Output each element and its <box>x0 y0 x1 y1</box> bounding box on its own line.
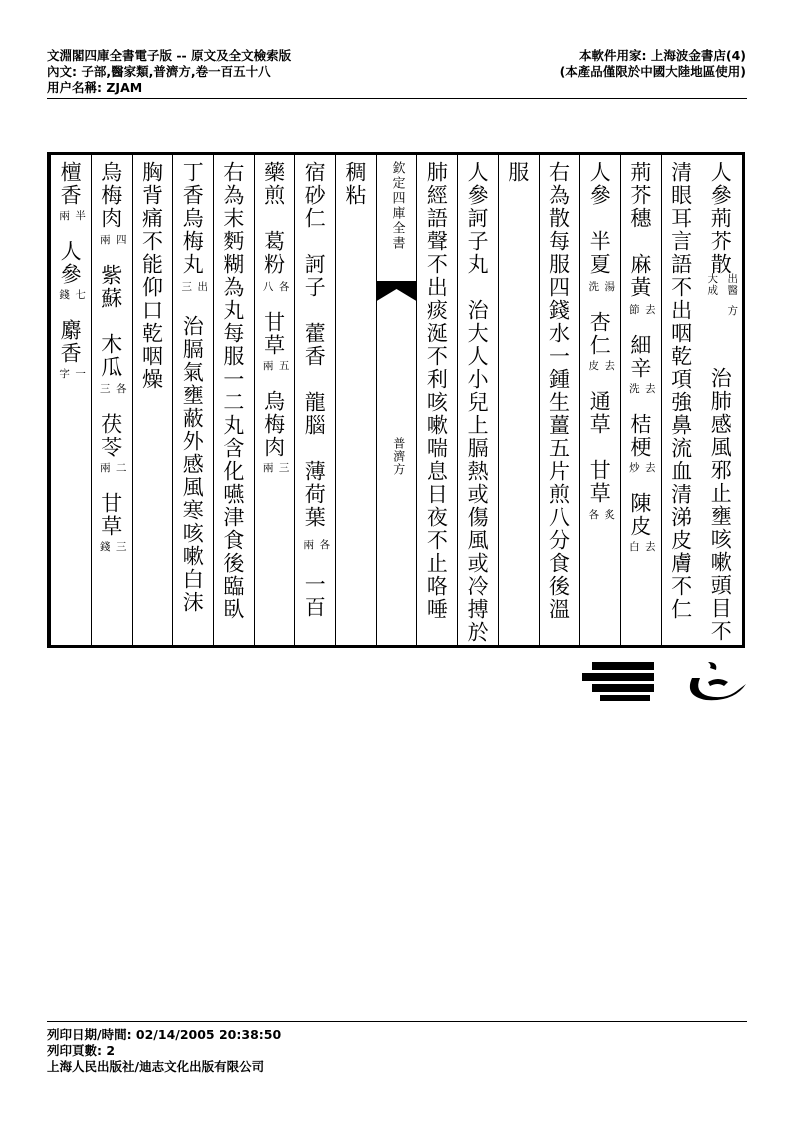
column-text: 通草 甘草 <box>587 389 612 505</box>
publisher-seal-icon <box>580 656 750 706</box>
text-column <box>172 155 213 645</box>
column-text: 治膈氣壅蔽外感風寒咳嗽白沫 <box>180 314 205 614</box>
print-page-count: 列印頁數: 2 <box>47 1043 116 1058</box>
text-column <box>91 155 132 645</box>
annotation-note: 兩 <box>261 462 274 474</box>
column-text: 右為散每服四錢水一鍾生薑五片煎八分食後溫 <box>546 161 571 621</box>
column-text: 治肺感風邪止壅咳嗽頭目不 <box>708 367 733 643</box>
footer-divider <box>47 1021 747 1022</box>
fishtail-mark <box>377 281 417 301</box>
annotation-note: 各 <box>318 539 331 551</box>
header-divider <box>47 98 747 99</box>
text-column <box>254 155 295 645</box>
annotation-note: 八 <box>261 280 274 292</box>
column-text: 服 <box>505 161 530 184</box>
annotation-note: 三 <box>114 541 127 553</box>
annotation-note: 兩 <box>98 462 111 474</box>
annotation-note: 兩 <box>261 359 274 371</box>
column-text: 茯苓 <box>98 413 123 459</box>
running-title: 欽定四庫全書 <box>389 161 405 251</box>
print-datetime: 列印日期/時間: 02/14/2005 20:38:50 <box>47 1027 282 1042</box>
column-text: 烏梅肉 <box>98 161 123 230</box>
page-frame <box>47 152 745 648</box>
text-column <box>213 155 254 645</box>
annotation-note: 去 <box>643 541 656 553</box>
text-column <box>620 155 661 645</box>
region-notice: (本產品僅限於中國大陸地區使用) <box>559 64 746 79</box>
annotation-note: 各 <box>587 509 600 521</box>
annotation-note: 三 <box>180 280 193 292</box>
annotation-note: 去 <box>643 462 656 474</box>
licensee: 本軟件用家: 上海波金書店(4) <box>579 48 746 63</box>
annotation-note: 四 <box>114 233 127 245</box>
footer <box>47 1027 281 1075</box>
annotation-note: 二 <box>114 462 127 474</box>
column-text: 人參訶子丸 治大人小兒上膈熱或傷風或冷搏於 <box>465 161 490 644</box>
text-column <box>539 155 580 645</box>
annotation-note: 兩 <box>58 210 71 222</box>
column-text: 藥煎 葛粉 <box>261 161 286 276</box>
annotation-note: 錢 <box>98 541 111 553</box>
header-right <box>560 48 746 80</box>
column-text: 稠粘 <box>343 161 367 207</box>
column-text: 荊芥穗 麻黃 <box>627 161 652 299</box>
column-text: 人參荊芥散 <box>708 161 733 276</box>
annotation-note: 洗 <box>627 383 640 395</box>
text-column <box>579 155 620 645</box>
column-text: 烏梅肉 <box>261 389 286 459</box>
column-text: 宿砂仁 訶子 藿香 龍腦 薄荷葉 <box>302 161 327 529</box>
annotation-note: 大成 <box>706 273 719 296</box>
text-column <box>457 155 498 645</box>
column-text: 細辛 <box>627 334 652 380</box>
column-text: 紫蘇 木瓜 <box>98 263 123 379</box>
annotation-note: 炙 <box>603 509 616 521</box>
annotation-note: 字 <box>58 368 71 380</box>
text-column <box>416 155 457 645</box>
annotation-note: 去 <box>643 304 656 316</box>
text-column <box>498 155 539 645</box>
column-text: 一百 <box>302 573 327 619</box>
column-text: 丁香烏梅丸 <box>180 161 205 276</box>
annotation-note: 白 <box>627 541 640 553</box>
column-text: 甘草 <box>98 492 123 538</box>
publisher: 上海人民出版社/迪志文化出版有限公司 <box>47 1059 265 1074</box>
column-text: 檀香 <box>58 161 83 207</box>
column-text: 清眼耳言語不出咽乾項強鼻流血清涕皮膚不仁 <box>668 161 693 621</box>
column-text: 人參 半夏 <box>587 161 612 276</box>
annotation-note: 出醫 <box>726 273 739 296</box>
text-column <box>50 155 91 645</box>
column-text: 胸背痛不能仰口乾咽燥 <box>139 161 164 391</box>
column-text: 麝香 <box>58 319 83 365</box>
text-column <box>376 155 417 645</box>
annotation-note: 各 <box>277 280 290 292</box>
annotation-note: 三 <box>277 462 290 474</box>
text-column <box>661 155 702 645</box>
running-subtitle: 普濟方 <box>391 437 406 476</box>
annotation-note: 一 <box>74 368 87 380</box>
header-left <box>47 48 291 96</box>
user-name: 用户名稱: ZJAM <box>47 80 143 95</box>
column-text: 杏仁 <box>587 310 612 357</box>
content-path: 內文: 子部,醫家類,普濟方,卷一百五十八 <box>47 64 271 79</box>
annotation-note: 各 <box>114 383 127 395</box>
annotation-note: 炒 <box>627 462 640 474</box>
column-text: 桔梗 <box>627 413 652 459</box>
annotation-note: 皮 <box>587 359 600 371</box>
edition-title: 文淵閣四庫全書電子版 -- 原文及全文檢索版 <box>47 48 292 63</box>
annotation-note: 出 <box>196 280 209 292</box>
annotation-note: 去 <box>643 383 656 395</box>
text-column <box>701 155 742 645</box>
column-text: 右為末麪糊為丸每服一二丸含化嚥津食後臨臥 <box>220 161 245 621</box>
column-text: 肺經語聲不出痰涎不利咳嗽喘息日夜不止咯唾 <box>424 161 449 621</box>
annotation-note: 錢 <box>58 289 71 301</box>
annotation-note: 湯 <box>603 280 616 292</box>
text-column <box>335 155 376 645</box>
annotation-note: 兩 <box>98 233 111 245</box>
annotation-note: 半 <box>74 210 87 222</box>
column-text: 甘草 <box>261 310 286 357</box>
annotation-note: 洗 <box>587 280 600 292</box>
text-column <box>132 155 173 645</box>
text-column <box>294 155 335 645</box>
column-text: 陳皮 <box>627 492 652 538</box>
annotation-note: 方 <box>726 305 739 317</box>
annotation-note: 兩 <box>302 539 315 551</box>
annotation-note: 去 <box>603 359 616 371</box>
annotation-note: 三 <box>98 383 111 395</box>
column-text: 人參 <box>58 240 83 286</box>
annotation-note: 節 <box>627 304 640 316</box>
annotation-note: 五 <box>277 359 290 371</box>
annotation-note: 七 <box>74 289 87 301</box>
